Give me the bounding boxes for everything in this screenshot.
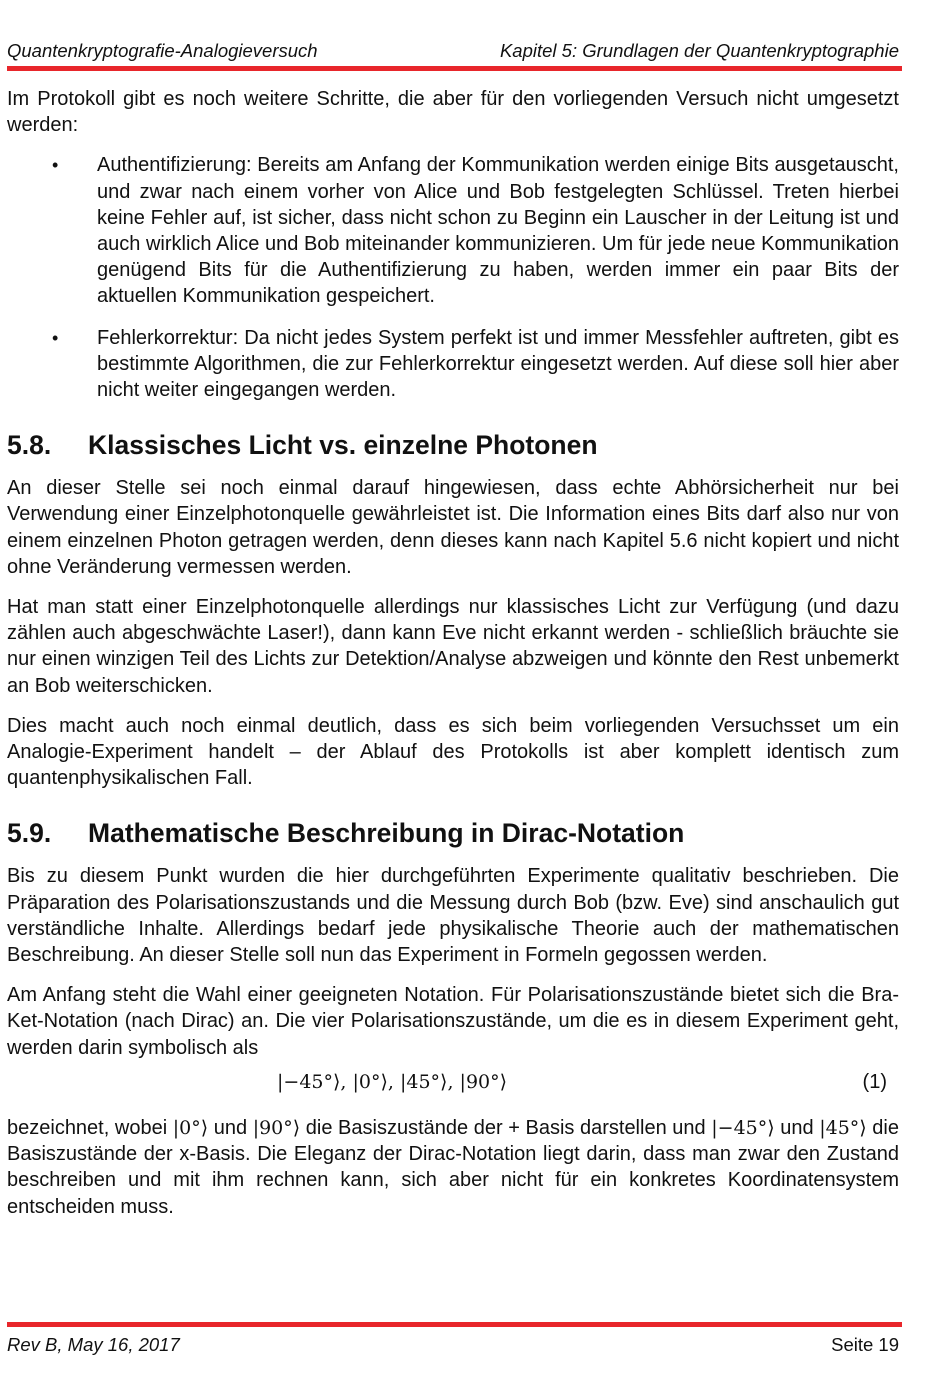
section-number: 5.8.: [7, 430, 52, 461]
section-number: 5.9.: [7, 818, 52, 849]
text-run: bezeichnet, wobei: [7, 1116, 173, 1139]
bullet-text-error-correction: Fehlerkorrektur: Da nicht jedes System perfekt ist und immer Messfehler auftreten, gibt es bestimmte Algorithmen, die zur Fehlerkorrektur eingesetzt werden. Auf diese soll hier aber nicht weiter eingegangen werden.: [97, 326, 899, 402]
intro-paragraph: Im Protokoll gibt es noch weitere Schritte, die aber für den vorliegenden Versuch nicht umgesetzt werden:: [7, 88, 899, 137]
ket-90: |90°⟩: [252, 1116, 301, 1139]
footer-page-number: Seite 19: [831, 1334, 899, 1355]
section-title: Klassisches Licht vs. einzelne Photonen: [88, 430, 598, 461]
equation-body: |−45°⟩, |0°⟩, |45°⟩, |90°⟩: [277, 1070, 508, 1093]
list-item: [7, 325, 899, 404]
section-title: Mathematische Beschreibung in Dirac-Notation: [88, 818, 685, 849]
header-chapter-title: Kapitel 5: Grundlagen der Quantenkryptographie: [499, 40, 899, 61]
text-run: und: [208, 1116, 253, 1139]
list-item: [7, 152, 899, 309]
bullet-icon: •: [52, 155, 59, 176]
ket-minus-45: |−45°⟩: [711, 1116, 775, 1139]
body-paragraph: Am Anfang steht die Wahl einer geeigneten Notation. Für Polarisationszustände bietet sich die Bra-Ket-Notation (nach Dirac) an. Die vier Polarisationszustände, um die es in diesem Experiment geht, werden darin symbolisch als: [7, 984, 899, 1059]
page-header: [7, 40, 899, 60]
bullet-icon: •: [52, 327, 59, 348]
footer-rule: [7, 1322, 902, 1327]
body-paragraph: Hat man statt einer Einzelphotonquelle allerdings nur klassisches Licht zur Verfügung (und dazu zählen auch abgeschwächte Laser!), dann kann Eve nicht erkannt werden - schließlich bräuchte sie nur einen winzigen Teil des Lichts zur Detektion/Analyse abzweigen und könnte den Rest unbemerkt an Bob weiterschicken.: [7, 596, 899, 697]
body-paragraph: Dies macht auch noch einmal deutlich, dass es sich beim vorliegenden Versuchsset um ein Analogie-Experiment handelt – der Ablauf des Protokolls ist aber komplett identisch zum quantenphysikalischen Fall.: [7, 714, 899, 790]
ket-0: |0°⟩: [172, 1116, 209, 1139]
section-heading-5-8: [7, 429, 899, 461]
section-heading-5-9: [7, 817, 899, 849]
body-paragraph-closing: [7, 1115, 899, 1220]
equation-number: (1): [862, 1070, 887, 1093]
header-rule: [7, 66, 902, 71]
page-content: [7, 86, 899, 1234]
equation-1: [7, 1067, 899, 1097]
protocol-steps-list: [7, 152, 899, 403]
header-document-title: Quantenkryptografie-Analogieversuch: [7, 40, 318, 61]
text-run: die Basiszustände der x-Basis. Die Eleganz der Dirac-Notation liegt darin, dass man zwar den Zustand beschreiben und mit ihm rechnen kann, sich aber nicht für ein konkretes Koordinatensystem entscheiden muss.: [7, 1116, 899, 1218]
bullet-text-authentication: Authentifizierung: Bereits am Anfang der Kommunikation werden einige Bits ausgetauscht, und zwar nach einem vorher von Alice und Bob festgelegten Schlüssel. Treten hierbei keine Fehler auf, ist sicher, dass nicht schon zu Beginn ein Lauscher in der Leitung ist und auch wirklich Alice und Bob miteinander kommunizieren. Um für jede neue Kommunikation genügend Bits für die Authentifizierung zu haben, werden immer ein paar Bits der aktuellen Kommunikation gespeichert.: [97, 154, 899, 308]
footer-revision: Rev B, May 16, 2017: [7, 1334, 180, 1355]
text-run: die Basiszustände der + Basis darstellen und: [300, 1116, 712, 1139]
body-paragraph: An dieser Stelle sei noch einmal darauf hingewiesen, dass echte Abhörsicherheit nur bei Verwendung einer Einzelphotonquelle gewährleistet ist. Die Information eines Bits darf also nur von einem einzelnen Photon getragen werden, denn dieses kann nach Kapitel 5.6 nicht kopiert und nicht ohne Veränderung vermessen werden.: [7, 477, 899, 578]
ket-45: |45°⟩: [819, 1116, 867, 1139]
body-paragraph: Bis zu diesem Punkt wurden die hier durchgeführten Experimente qualitativ beschrieben. Die Präparation des Polarisationszustands und die Messung durch Bob (bzw. Eve) sind anschaulich gut verständliche Inhalte. Allerdings bedarf jede physikalische Theorie auch der mathematischen Beschreibung. An dieser Stelle soll nun das Experiment in Formeln gegossen werden.: [7, 865, 899, 967]
text-run: und: [774, 1116, 820, 1139]
